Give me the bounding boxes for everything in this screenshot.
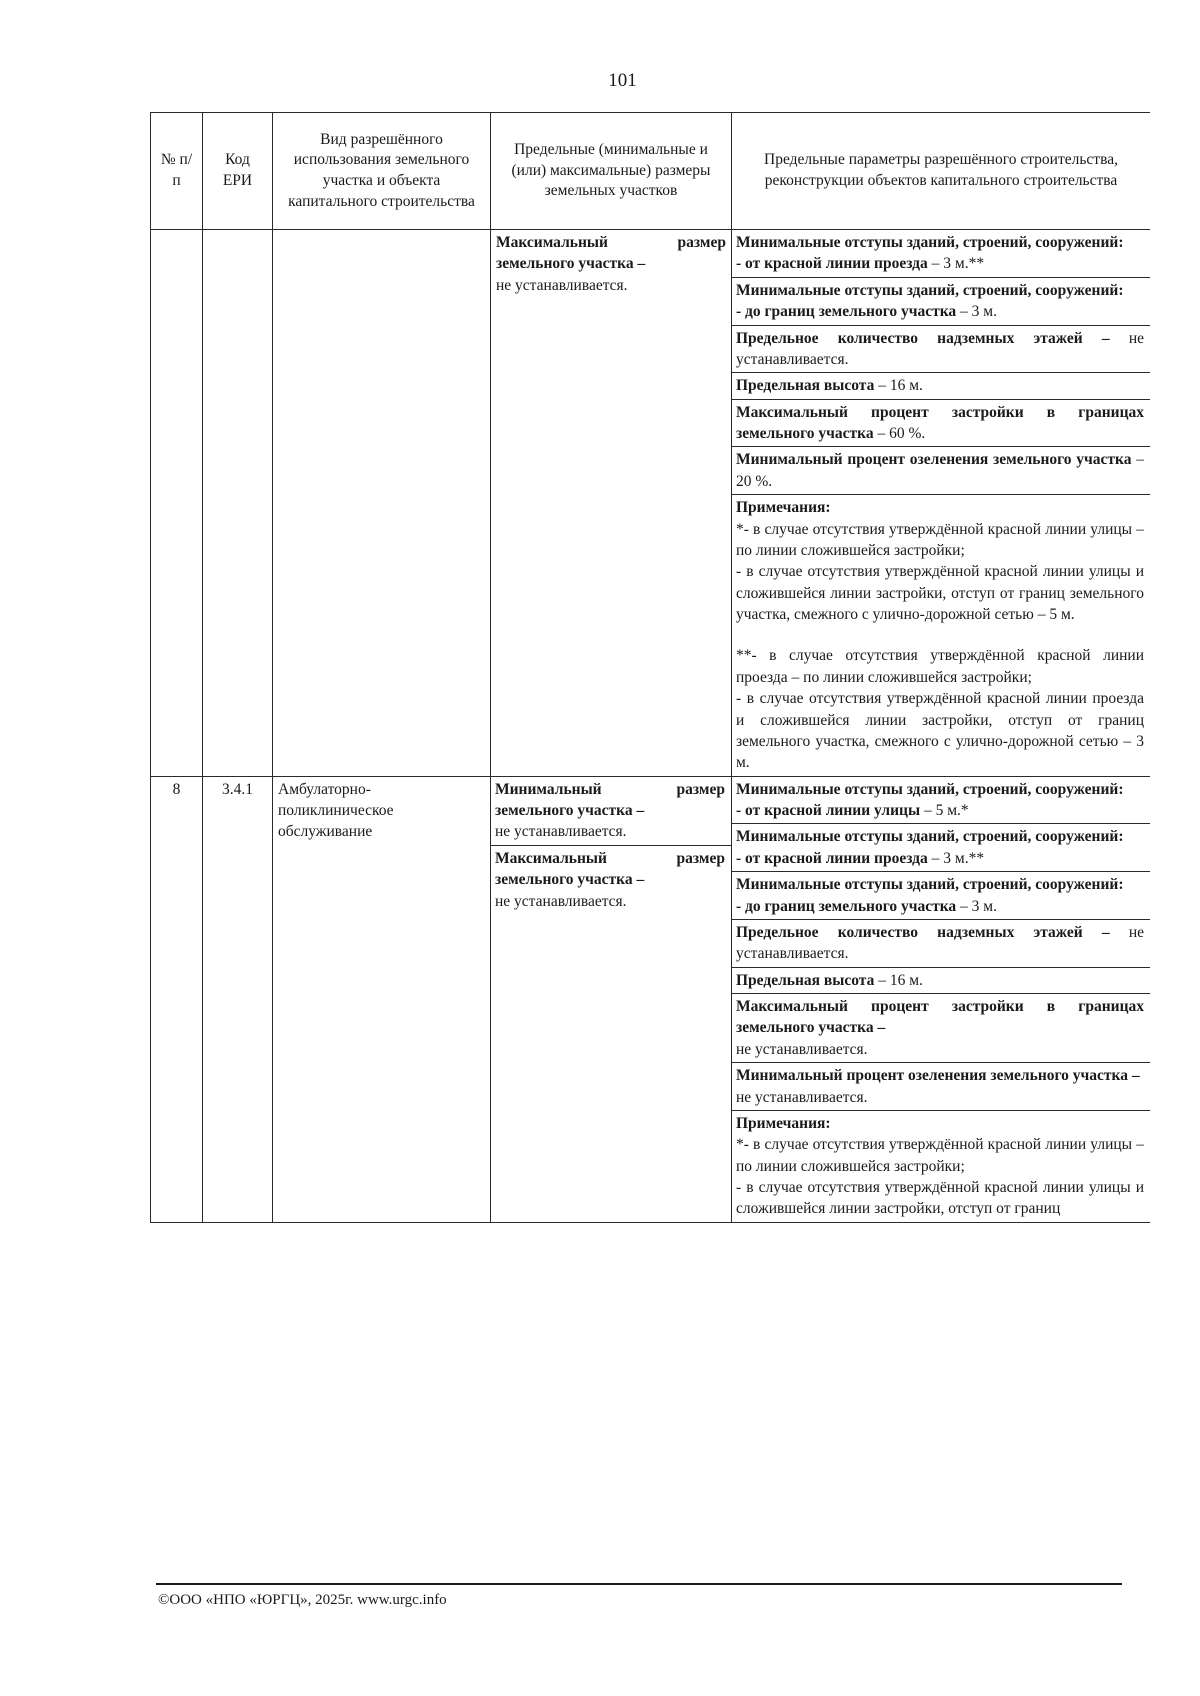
param-greenery: Минимальный процент озеленения земельного участка – 20 %. [732, 447, 1150, 495]
notes-block [732, 495, 1150, 776]
params-list [732, 777, 1150, 1222]
row-use-type-cell [273, 230, 491, 777]
plot-size-value: не устанавливается. [496, 276, 628, 294]
plot-size-cell [491, 776, 732, 1222]
note-item: - в случае отсутствия утверждённой красной линии улицы и сложившейся линии застройки, отступ от границ земельного участка, смежного с улично-дорожной сетью – 5 м. [736, 563, 1144, 623]
note-item: *- в случае отсутствия утверждённой красной линии улицы – по линии сложившейся застройки; [736, 520, 1144, 559]
plot-size-cell [491, 230, 732, 777]
param-setback-boundary: Минимальные отступы зданий, строений, сооружений: - до границ земельного участка – 3 м. [732, 277, 1150, 325]
param-floors: Предельное количество надземных этажей – не устанавливается. [732, 919, 1150, 967]
header-use-type: Вид разрешённого использования земельного участка и объекта капитального строительства [273, 113, 491, 230]
header-code: Код ЕРИ [203, 113, 273, 230]
param-greenery: Минимальный процент озеленения земельного участка – не устанавливается. [732, 1063, 1150, 1111]
row-code-cell: 3.4.1 [203, 776, 273, 1222]
notes-title: Примечания: [736, 1114, 831, 1132]
note-item: *- в случае отсутствия утверждённой красной линии улицы – по линии сложившейся застройки; [736, 1136, 1144, 1175]
regulations-table-frame [150, 112, 1150, 1564]
header-construction-params: Предельные параметры разрешённого строительства, реконструкции объектов капитального строительства [732, 113, 1151, 230]
param-building-coverage: Максимальный процент застройки в границах земельного участка – 60 %. [732, 399, 1150, 447]
param-setback-boundary: Минимальные отступы зданий, строений, сооружений: - до границ земельного участка – 3 м. [732, 872, 1150, 920]
footer-rule [156, 1583, 1122, 1585]
note-item: - в случае отсутствия утверждённой красной линии проезда и сложившейся линии застройки, отступ от границ земельного участка, смежного с улично-дорожной сетью – 3 м. [736, 690, 1144, 772]
params-list [732, 230, 1150, 776]
row-number-cell [151, 230, 203, 777]
param-height: Предельная высота – 16 м. [732, 967, 1150, 993]
regulations-table [150, 112, 1150, 1223]
plot-size-list [491, 777, 731, 914]
note-item: - в случае отсутствия утверждённой красной линии улицы и сложившейся линии застройки, отступ от границ [736, 1179, 1144, 1218]
param-setback-driveway: Минимальные отступы зданий, строений, сооружений: - от красной линии проезда – 3 м.** [732, 824, 1150, 872]
row-use-type-cell: Амбулаторно-поликлиническое обслуживание [273, 776, 491, 1222]
row-code-cell [203, 230, 273, 777]
row-number-cell: 8 [151, 776, 203, 1222]
footer-copyright: ©ООО «НПО «ЮРГЦ», 2025г. www.urgc.info [158, 1592, 447, 1608]
header-plot-sizes: Предельные (минимальные и (или) максимальные) размеры земельных участков [491, 113, 732, 230]
table-header-row [151, 113, 1151, 230]
notes-block [732, 1110, 1150, 1221]
param-height: Предельная высота – 16 м. [732, 373, 1150, 399]
plot-size-max: Максимальный размер земельного участка – не устанавливается. [495, 849, 725, 910]
param-building-coverage: Максимальный процент застройки в границах земельного участка – не устанавливается. [732, 994, 1150, 1063]
table-row [151, 776, 1151, 1222]
params-cell [732, 776, 1151, 1222]
table-row [151, 230, 1151, 777]
plot-size-min: Минимальный размер земельного участка – не устанавливается. [491, 777, 731, 846]
note-item: **- в случае отсутствия утверждённой красной линии проезда – по линии сложившейся застройки; [736, 647, 1144, 686]
plot-size-label: Максимальный размер земельного участка – [496, 234, 726, 273]
header-number: № п/п [151, 113, 203, 230]
param-setback-driveway: Минимальные отступы зданий, строений, сооружений: - от красной линии проезда – 3 м.** [732, 230, 1150, 277]
param-floors: Предельное количество надземных этажей – не устанавливается. [732, 325, 1150, 373]
notes-title: Примечания: [736, 499, 831, 517]
param-setback-street: Минимальные отступы зданий, строений, сооружений: - от красной линии улицы – 5 м.* [732, 777, 1150, 824]
params-cell [732, 230, 1151, 777]
page-number: 101 [608, 70, 637, 91]
